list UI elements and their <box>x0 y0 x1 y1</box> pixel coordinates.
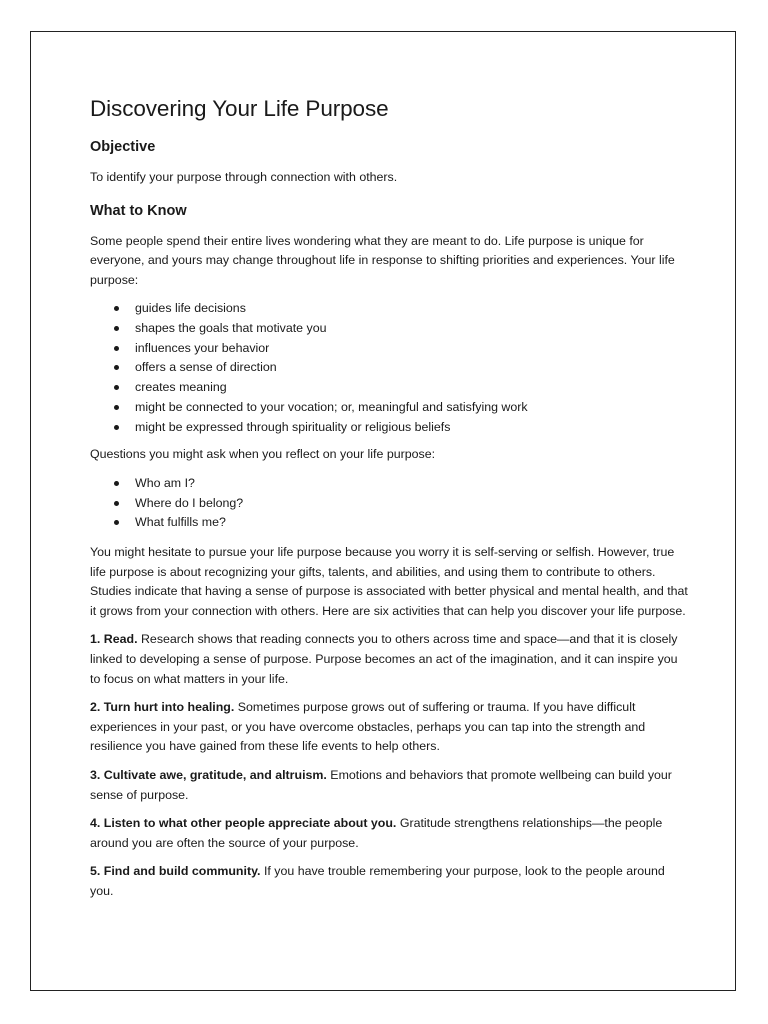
purpose-list <box>90 299 690 437</box>
activity-read <box>90 630 690 689</box>
questions-list <box>90 474 690 533</box>
what-to-know-heading: What to Know <box>90 202 187 219</box>
activity-text: Research shows that reading connects you to others across time and space—and that it is closely linked to developing a sense of purpose. Purpose becomes an act of the imagination, and it can inspire you to focus on what matters in your life. <box>90 632 678 686</box>
activity-lead: 3. Cultivate awe, gratitude, and altruism. <box>90 767 327 782</box>
list-item: might be expressed through spirituality or religious beliefs <box>135 418 690 438</box>
list-item: shapes the goals that motivate you <box>135 319 690 339</box>
activity-text: Emotions and behaviors that promote wellbeing can build your sense of purpose. <box>90 767 672 802</box>
list-item: Where do I belong? <box>135 494 690 514</box>
activity-cultivate-awe <box>90 766 690 805</box>
objective-heading: Objective <box>90 139 156 155</box>
objective-text: To identify your purpose through connection with others. <box>90 170 398 184</box>
list-item: What fulfills me? <box>135 513 690 533</box>
list-item: Who am I? <box>135 474 690 494</box>
hesitate-paragraph: You might hesitate to pursue your life purpose because you worry it is self-serving or selfish. However, true life purpose is about recognizing your gifts, talents, and abilities, and using them to contribute to others. Studies indicate that having a sense of purpose is associated with better physical and mental health, and that it grows from your connection with others. Here are six activities that can help you discover your life purpose. <box>90 545 688 618</box>
activity-lead: 4. Listen to what other people appreciate about you. <box>90 816 397 831</box>
list-item: offers a sense of direction <box>135 358 690 378</box>
document-content <box>90 94 690 911</box>
activity-lead: 1. Read. <box>90 632 138 647</box>
activity-community <box>90 862 690 901</box>
list-item: guides life decisions <box>135 299 690 319</box>
activity-listen <box>90 814 690 853</box>
list-item: influences your behavior <box>135 339 690 359</box>
document-title: Discovering Your Life Purpose <box>90 96 389 121</box>
activity-lead: 5. Find and build community. <box>90 864 261 879</box>
intro-paragraph: Some people spend their entire lives wondering what they are meant to do. Life purpose is unique for everyone, and yours may change throughout life in response to shifting priorities and experiences. Your life purpose: <box>90 233 675 287</box>
activity-text: Sometimes purpose grows out of suffering or trauma. If you have difficult experiences in your past, or you have overcome obstacles, perhaps you can tap into the strength and resilience you have gained from these life events to help others. <box>90 700 646 754</box>
list-item: creates meaning <box>135 378 690 398</box>
document-page <box>30 31 736 991</box>
activity-lead: 2. Turn hurt into healing. <box>90 700 235 715</box>
activity-text: Gratitude strengthens relationships—the people around you are often the source of your purpose. <box>90 816 663 850</box>
activity-hurt-healing <box>90 698 690 757</box>
list-item: might be connected to your vocation; or, meaningful and satisfying work <box>135 398 690 418</box>
activity-text: If you have trouble remembering your purpose, look to the people around you. <box>90 864 665 898</box>
questions-intro: Questions you might ask when you reflect on your life purpose: <box>90 447 436 462</box>
